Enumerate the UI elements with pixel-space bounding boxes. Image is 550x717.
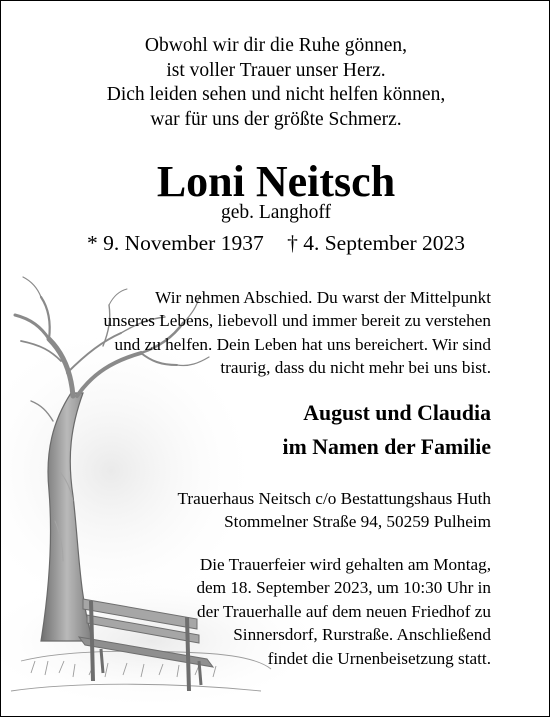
- farewell-text: [103, 286, 491, 380]
- farewell-line: und zu helfen. Dein Leben hat uns bereichert. Wir sind: [114, 334, 491, 354]
- poem-line: Obwohl wir dir die Ruhe gönnen,: [144, 35, 408, 56]
- poem-line: Dich leiden sehen und nicht helfen können,: [106, 84, 446, 105]
- address-line: Stommelner Straße 94, 50259 Pulheim: [224, 512, 491, 532]
- mourners-signature: [283, 397, 491, 464]
- life-dates: [1, 230, 550, 256]
- farewell-line: Wir nehmen Abschied. Du warst der Mittelpunkt: [155, 288, 491, 307]
- mourning-address: [178, 487, 491, 534]
- funeral-line: der Trauerhalle auf dem neuen Friedhof zu: [197, 601, 491, 621]
- funeral-line: Sinnersdorf, Rurstraße. Anschließend: [233, 625, 491, 645]
- funeral-details: [196, 553, 491, 670]
- memorial-poem: [1, 34, 550, 132]
- death-date: † 4. September 2023: [287, 231, 466, 255]
- funeral-line: dem 18. September 2023, um 10:30 Uhr in: [196, 578, 491, 598]
- birth-date: * 9. November 1937: [86, 231, 264, 255]
- farewell-line: unseres Lebens, liebevoll und immer bereit zu verstehen: [103, 311, 491, 331]
- farewell-line: traurig, dass du nicht mehr bei uns bist.: [220, 358, 491, 378]
- deceased-name: Loni Neitsch: [156, 157, 396, 206]
- poem-line: war für uns der größte Schmerz.: [150, 108, 402, 130]
- funeral-line: Die Trauerfeier wird gehalten am Montag,: [199, 555, 491, 574]
- mourners-line: im Namen der Familie: [282, 434, 491, 459]
- mourners-line: August und Claudia: [303, 401, 491, 425]
- address-line: Trauerhaus Neitsch c/o Bestattungshaus Huth: [177, 489, 491, 508]
- maiden-name: geb. Langhoff: [220, 202, 332, 223]
- poem-line: ist voller Trauer unser Herz.: [166, 59, 386, 81]
- funeral-line: findet die Urnenbeisetzung statt.: [267, 648, 491, 668]
